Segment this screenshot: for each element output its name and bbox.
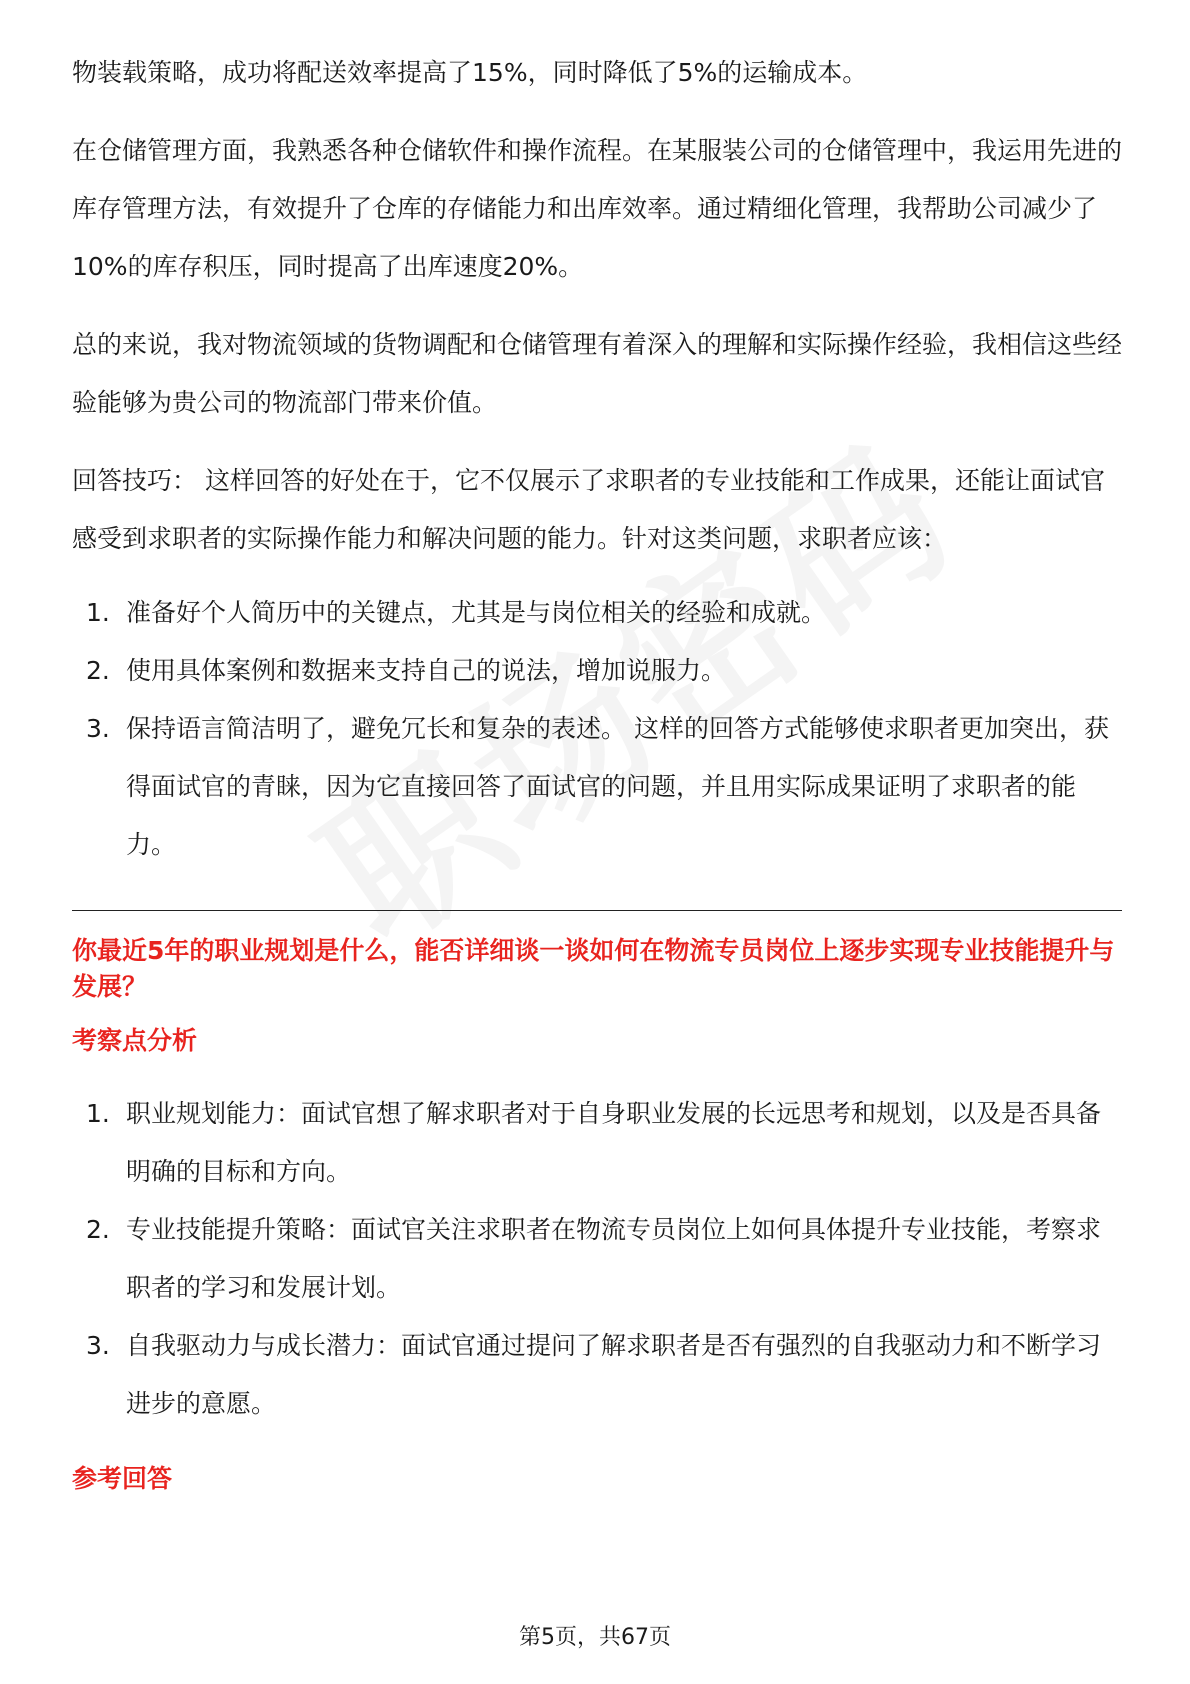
list-item	[72, 1317, 1122, 1433]
list-item	[72, 700, 1122, 874]
list-item-text: 准备好个人简历中的关键点，尤其是与岗位相关的经验和成就。	[126, 598, 827, 627]
list-item-text: 专业技能提升策略：面试官关注求职者在物流专员岗位上如何具体提升专业技能，考察求职者的学习和发展计划。	[126, 1215, 1102, 1302]
list-item-text: 保持语言简洁明了，避免冗长和复杂的表述。 这样的回答方式能够使求职者更加突出，获得面试官的青睐，因为它直接回答了面试官的问题，并且用实际成果证明了求职者的能力。	[126, 714, 1109, 859]
page-number: 第5页，共67页	[519, 1625, 671, 1650]
list-number: 1.	[86, 598, 110, 627]
analysis-heading: 考察点分析	[72, 1026, 198, 1055]
list-item-text: 自我驱动力与成长潜力：面试官通过提问了解求职者是否有强烈的自我驱动力和不断学习进步的意愿。	[126, 1331, 1102, 1418]
list-number: 3.	[86, 714, 110, 743]
paragraph: 总的来说，我对物流领域的货物调配和仓储管理有着深入的理解和实际操作经验，我相信这些经验能够为贵公司的物流部门带来价值。	[72, 330, 1123, 417]
reference-answer-heading: 参考回答	[72, 1464, 173, 1493]
question-heading: 你最近5年的职业规划是什么，能否详细谈一谈如何在物流专员岗位上逐步实现专业技能提升与发展？	[72, 936, 1115, 1001]
tips-list	[72, 584, 1122, 874]
list-number: 2.	[86, 656, 110, 685]
list-item	[72, 1201, 1122, 1317]
analysis-list	[72, 1085, 1122, 1433]
paragraph: 物装载策略，成功将配送效率提高了15%，同时降低了5%的运输成本。	[72, 58, 868, 87]
list-number: 2.	[86, 1215, 110, 1244]
list-item-text: 使用具体案例和数据来支持自己的说法，增加说服力。	[126, 656, 727, 685]
list-number: 1.	[86, 1099, 110, 1128]
list-number: 3.	[86, 1331, 110, 1360]
list-item-text: 职业规划能力：面试官想了解求职者对于自身职业发展的长远思考和规划，以及是否具备明确的目标和方向。	[126, 1099, 1102, 1186]
list-item	[72, 584, 1122, 642]
page-content	[72, 44, 1122, 1497]
answer-tips-paragraph: 回答技巧： 这样回答的好处在于，它不仅展示了求职者的专业技能和工作成果，还能让面试官感受到求职者的实际操作能力和解决问题的能力。针对这类问题，求职者应该：	[72, 466, 1105, 553]
paragraph: 在仓储管理方面，我熟悉各种仓储软件和操作流程。在某服装公司的仓储管理中，我运用先进的库存管理方法，有效提升了仓库的存储能力和出库效率。通过精细化管理，我帮助公司减少了10%的库存积压，同时提高了出库速度20%。	[72, 136, 1123, 281]
list-item	[72, 642, 1122, 700]
list-item	[72, 1085, 1122, 1201]
